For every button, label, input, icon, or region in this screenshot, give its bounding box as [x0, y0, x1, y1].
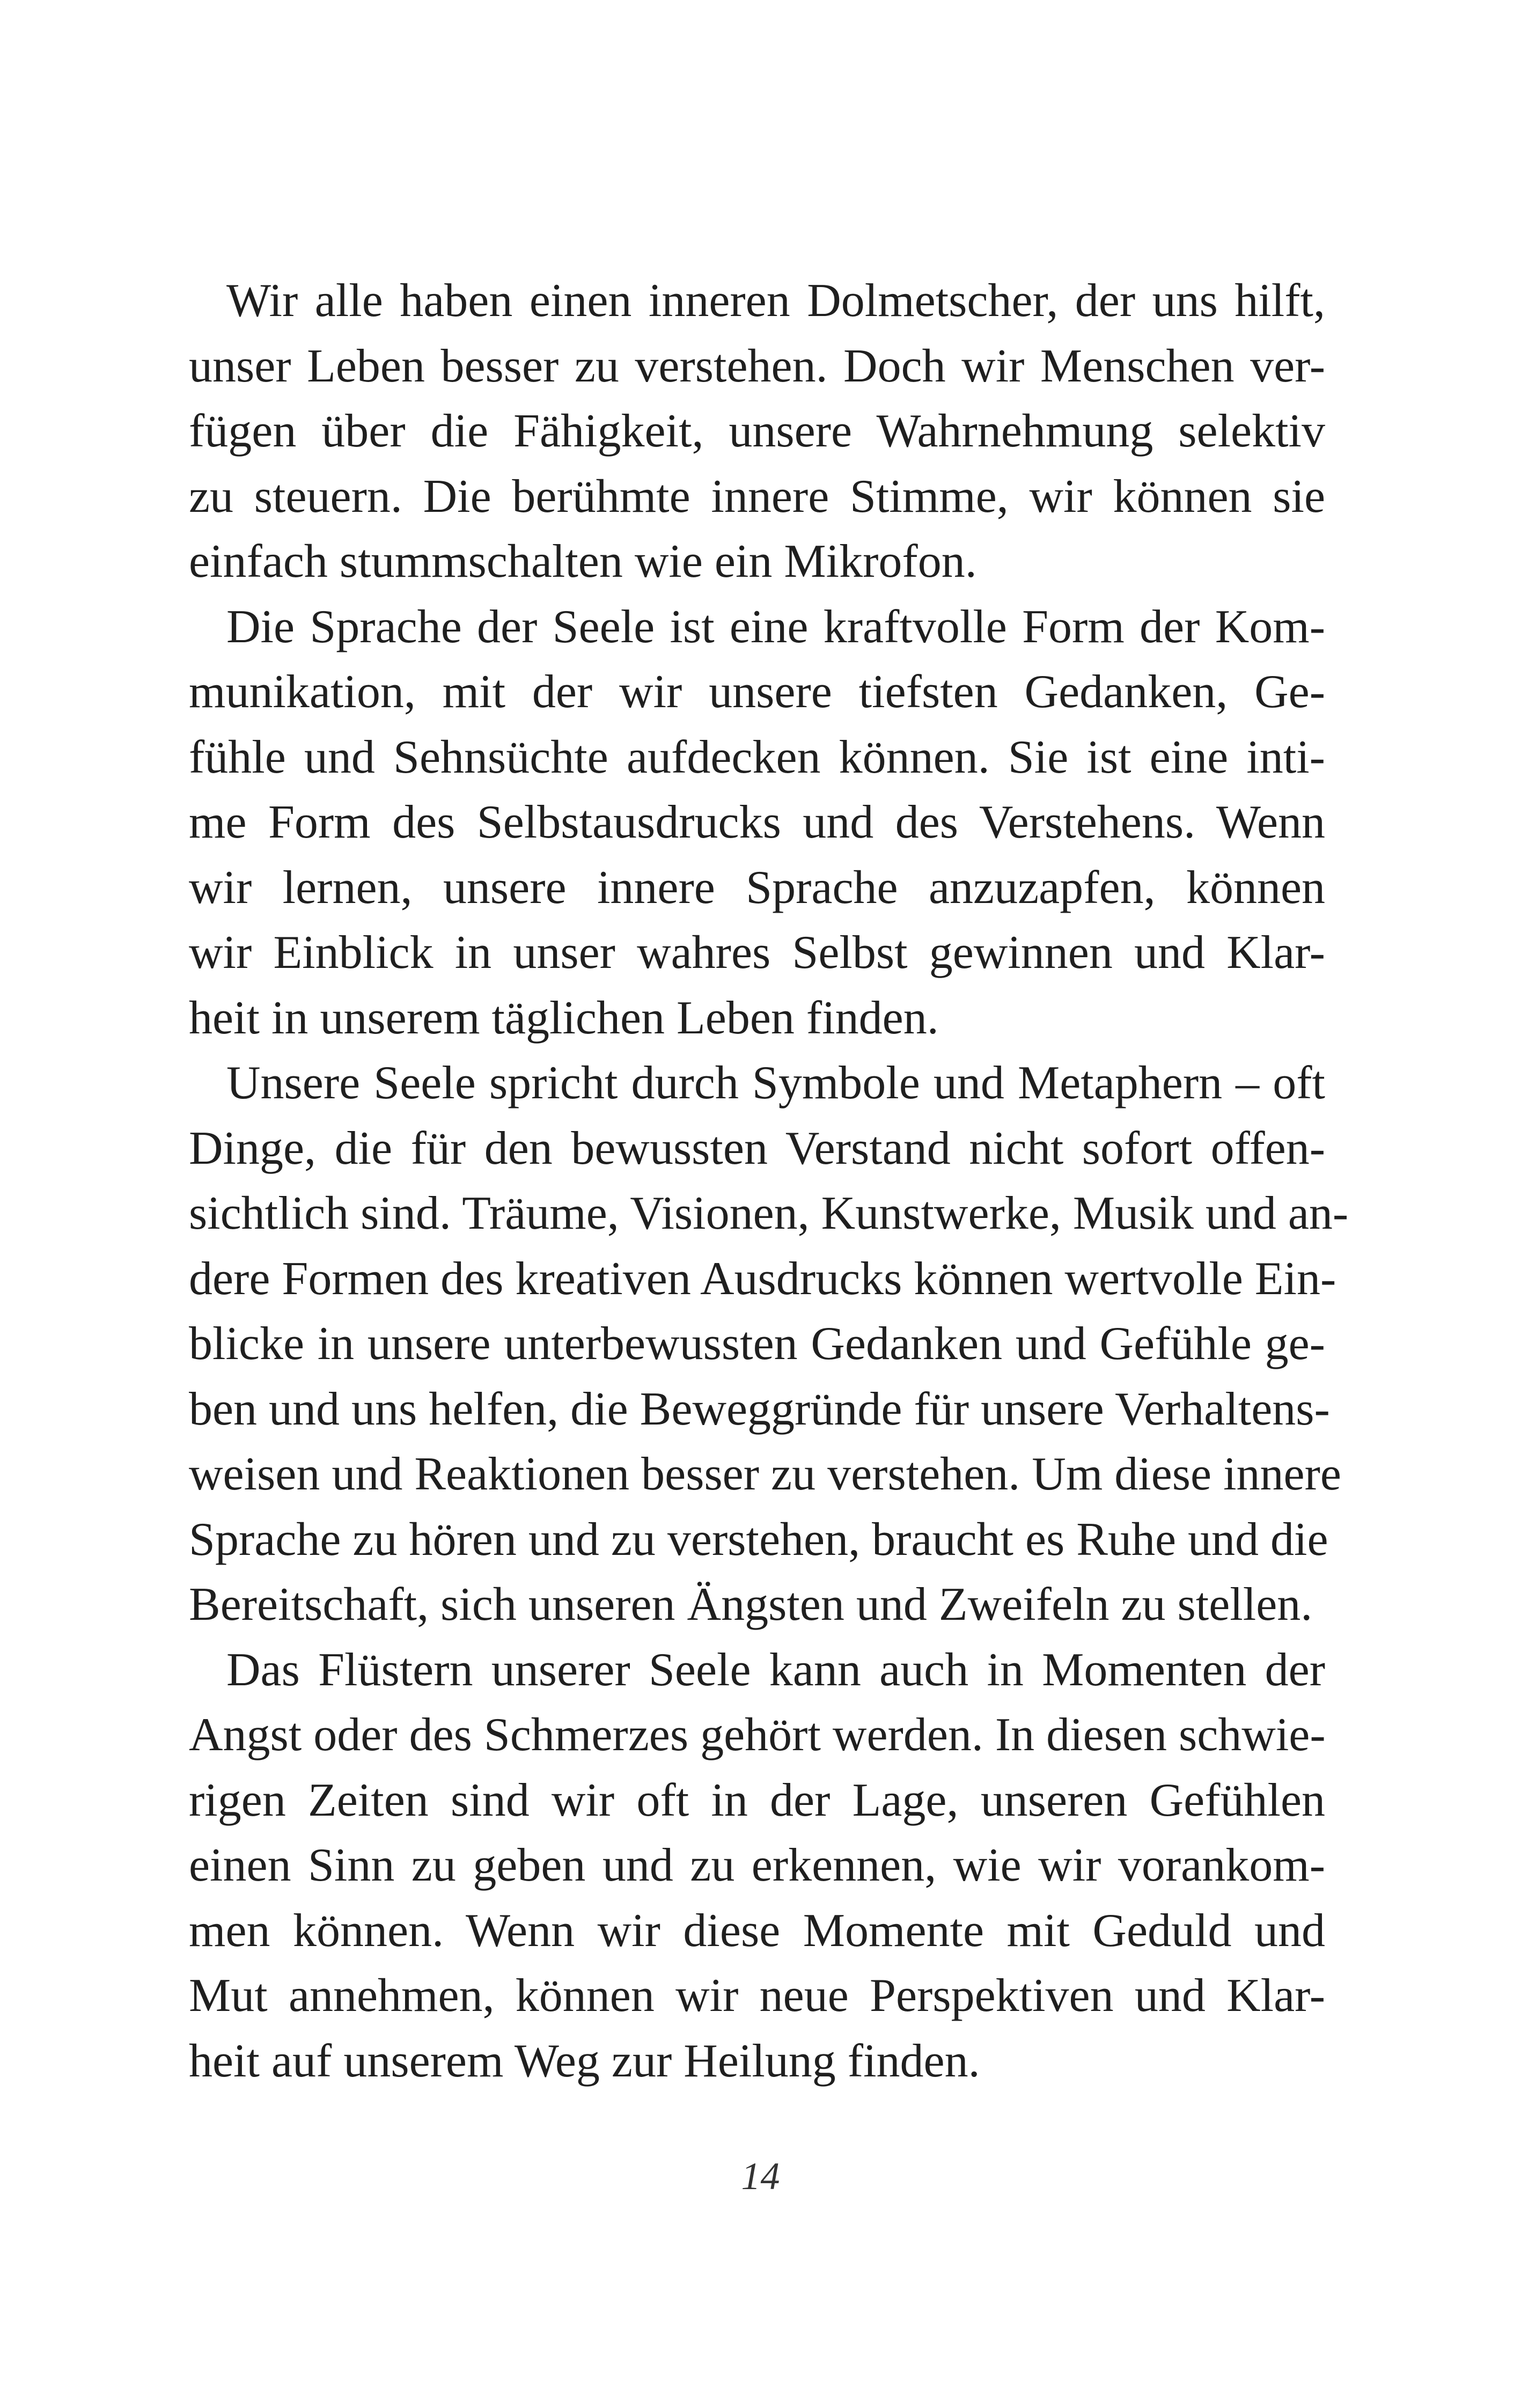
text-line: Die Sprache der Seele ist eine kraftvolle Form der Kom- [226, 600, 1325, 653]
text-line: wir Einblick in unser wahres Selbst gewinnen und Klar- [189, 927, 1325, 979]
text-line: Dinge, die für den bewussten Verstand nicht sofort offen- [189, 1122, 1325, 1174]
text-line: Unsere Seele spricht durch Symbole und Metaphern – oft [226, 1057, 1325, 1109]
text-line: unser Leben besser zu verstehen. Doch wir Menschen ver- [189, 340, 1325, 392]
text-line: Sprache zu hören und zu verstehen, braucht es Ruhe und die [189, 1513, 1328, 1566]
text-line: Angst oder des Schmerzes gehört werden. In diesen schwie- [189, 1709, 1326, 1761]
paragraph-2 [189, 594, 1325, 1051]
text-line: wir lernen, unsere innere Sprache anzuzapfen, können [189, 861, 1325, 914]
text-line: fühle und Sehnsüchte aufdecken können. Sie ist eine inti- [189, 731, 1325, 783]
text-line: men können. Wenn wir diese Momente mit Geduld und [189, 1904, 1325, 1957]
text-line: einfach stummschalten wie ein Mikrofon. [189, 535, 977, 588]
text-line: blicke in unsere unterbewussten Gedanken und Gefühle ge- [189, 1318, 1325, 1370]
text-line: rigen Zeiten sind wir oft in der Lage, unseren Gefühlen [189, 1774, 1325, 1826]
text-line: Mut annehmen, können wir neue Perspektiven und Klar- [189, 1970, 1325, 2022]
text-line: Bereitschaft, sich unseren Ängsten und Zweifeln zu stellen. [189, 1579, 1313, 1631]
text-line: munikation, mit der wir unsere tiefsten Gedanken, Ge- [189, 666, 1325, 718]
text-line: Wir alle haben einen inneren Dolmetscher, der uns hilft, [226, 275, 1325, 327]
text-line: weisen und Reaktionen besser zu verstehen. Um diese innere [189, 1448, 1341, 1500]
text-line: zu steuern. Die berühmte innere Stimme, wir können sie [189, 470, 1325, 523]
page-body [189, 268, 1349, 2094]
text-line: me Form des Selbstausdrucks und des Verstehens. Wenn [189, 796, 1325, 848]
text-line: einen Sinn zu geben und zu erkennen, wie wir vorankom- [189, 1839, 1325, 1891]
paragraph-1 [189, 268, 1325, 594]
paragraph-3 [189, 1051, 1349, 1638]
text-line: ben und uns helfen, die Beweggründe für unsere Verhaltens- [189, 1383, 1330, 1435]
text-line: heit auf unserem Weg zur Heilung finden. [189, 2035, 980, 2087]
text-line: heit in unserem täglichen Leben finden. [189, 992, 939, 1044]
page-number: 14 [741, 2155, 780, 2198]
text-line: Das Flüstern unserer Seele kann auch in Momenten der [226, 1643, 1325, 1696]
paragraph-4 [189, 1638, 1325, 2094]
text-line: sichtlich sind. Träume, Visionen, Kunstwerke, Musik und an- [189, 1187, 1349, 1239]
text-line: dere Formen des kreativen Ausdrucks können wertvolle Ein- [189, 1252, 1336, 1305]
text-line: fügen über die Fähigkeit, unsere Wahrnehmung selektiv [189, 405, 1325, 457]
